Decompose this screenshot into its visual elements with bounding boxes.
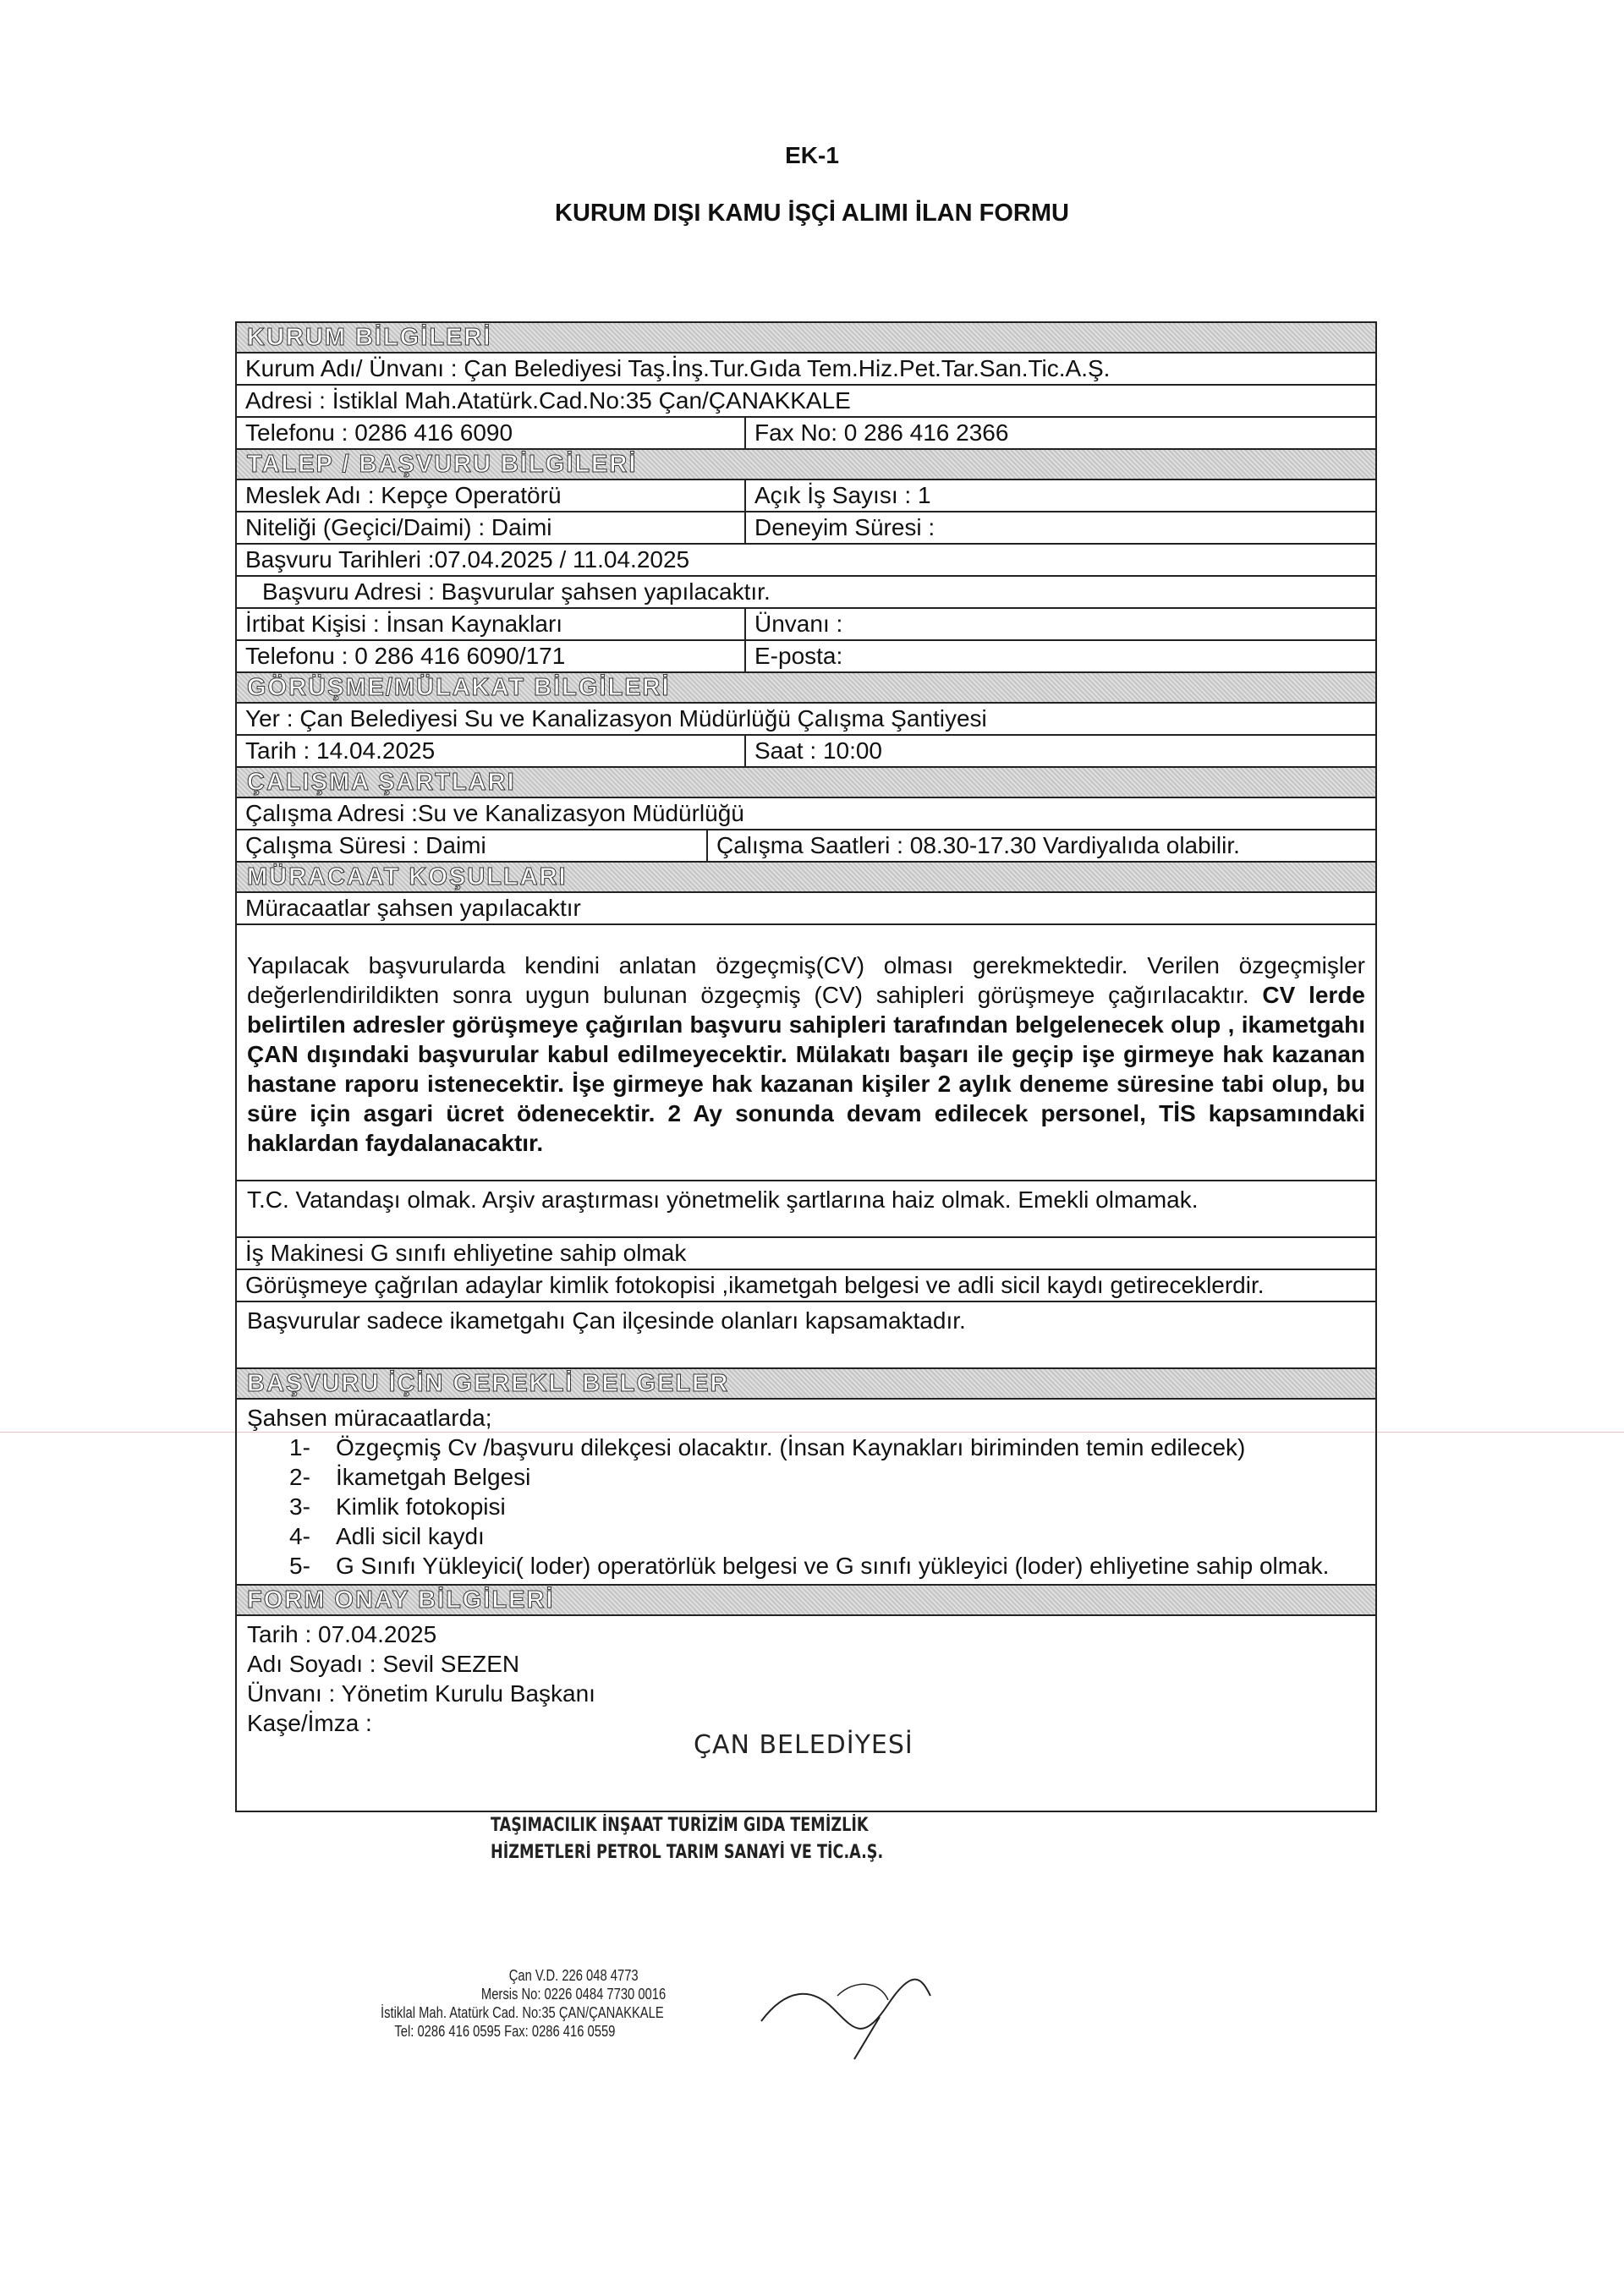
list-item: 1- Özgeçmiş Cv /başvuru dilekçesi olacaktır. (İnsan Kaynakları biriminden temin edilecek) <box>289 1434 1246 1460</box>
kurum-fax: Fax No: 0 286 416 2366 <box>744 418 1017 448</box>
irtibat-kisisi: İrtibat Kişisi : İnsan Kaynakları <box>245 611 563 637</box>
muracaat-paragraph-block <box>237 925 1375 1181</box>
stamp-line-4: Çan V.D. 226 048 4773 <box>508 1967 639 1984</box>
section-header-gorusme: GÖRÜŞME/MÜLAKAT BİLGİLERİ <box>237 673 1375 704</box>
onay-adi-soyadi: Adı Soyadı : Sevil SEZEN <box>247 1651 520 1677</box>
list-item: 5- G Sınıfı Yükleyici( loder) operatörlük belgesi ve G sınıfı yükleyici (loder) ehliyetine sahip olmak. <box>289 1553 1330 1579</box>
meslek-adi: Meslek Adı : Kepçe Operatörü <box>245 482 562 508</box>
muracaat-paragraph <box>247 951 1365 1158</box>
section-header-kurum: KURUM BİLGİLERİ <box>237 323 1375 353</box>
onay-block <box>237 1616 1375 1863</box>
stamp-line-1: ÇAN BELEDİYESİ <box>694 1730 914 1760</box>
basvuru-tarihleri: Başvuru Tarihleri :07.04.2025 / 11.04.2025 <box>245 546 690 573</box>
stamp-line-5: Mersis No: 0226 0484 7730 0016 <box>480 1986 667 2003</box>
basvuru-kapsami: Başvurular sadece ikametgahı Çan ilçesinde olanları kapsamaktadır. <box>247 1307 966 1334</box>
niteligi: Niteliği (Geçici/Daimi) : Daimi <box>245 514 552 540</box>
onay-tarih: Tarih : 07.04.2025 <box>247 1621 437 1647</box>
onay-unvani: Ünvanı : Yönetim Kurulu Başkanı <box>247 1680 595 1707</box>
irtibat-telefonu: Telefonu : 0 286 416 6090/171 <box>245 643 566 669</box>
section-header-muracaat: MÜRACAAT KOŞULLARI <box>237 863 1375 893</box>
table-row <box>237 893 1375 925</box>
table-row <box>237 704 1375 736</box>
table-row <box>237 1270 1375 1302</box>
section-header-calisma: ÇALIŞMA ŞARTLARI <box>237 768 1375 798</box>
page-title: EK-1 <box>785 142 839 168</box>
gorusme-yer: Yer : Çan Belediyesi Su ve Kanalizasyon Müdürlüğü Çalışma Şantiyesi <box>245 705 987 732</box>
muracaat-sahsen: Müracaatlar şahsen yapılacaktır <box>245 895 581 921</box>
table-row <box>237 386 1375 418</box>
list-item: 2- İkametgah Belgesi <box>289 1464 531 1490</box>
table-row <box>237 609 1375 641</box>
onay-kase-imza: Kaşe/İmza : <box>247 1710 372 1736</box>
kapsam-block <box>237 1302 1375 1369</box>
signature-icon <box>753 1970 939 2063</box>
irtibat-unvani: Ünvanı : <box>744 609 851 639</box>
kurum-telefon: Telefonu : 0286 416 6090 <box>245 419 513 446</box>
table-row <box>237 641 1375 673</box>
vatandas-block <box>237 1181 1375 1238</box>
stamp-line-2: TAŞIMACILIK İNŞAAT TURİZİM GIDA TEMİZLİK <box>491 1815 869 1836</box>
belgeler-list <box>247 1433 1365 1581</box>
muracaat-paragraph-normal: Yapılacak başvurularda kendini anlatan özgeçmiş(CV) olması gerekmektedir. Verilen özgeçmişler değerlendirildikten sonra uygun bulunan özgeçmiş (CV) sahipleri görüşmeye çağırılacaktır. <box>247 952 1365 1008</box>
form-table <box>235 321 1377 1863</box>
muracaat-paragraph-bold: CV lerde belirtilen adresler görüşmeye çağırılan başvuru sahipleri tarafından belgelenecek olup , ikametgahı ÇAN dışındaki başvurular kabul edilmeyecektir. Mülakatı başarı ile geçip işe girmeye hak kazanan hastane raporu istenecektir. İşe girmeye hak kazanan kişiler 2 aylık deneme süresine tabi olup, bu süre için asgari ücret ödenecektir. 2 Ay sonunda devam edilecek personel, TİS kapsamındaki haklardan faydalanacaktır. <box>247 982 1366 1156</box>
section-header-talep: TALEP / BAŞVURU BİLGİLERİ <box>237 450 1375 480</box>
irtibat-eposta: E-posta: <box>744 641 851 671</box>
gorusme-belgeleri: Görüşmeye çağrılan adaylar kimlik fotokopisi ,ikametgah belgesi ve adli sicil kaydı getireceklerdir. <box>245 1272 1265 1298</box>
table-row <box>237 512 1375 545</box>
form-title: KURUM DIŞI KAMU İŞÇİ ALIMI İLAN FORMU <box>555 200 1069 227</box>
vatandas-sartlari: T.C. Vatandaşı olmak. Arşiv araştırması yönetmelik şartlarına haiz olmak. Emekli olmamak. <box>247 1186 1199 1213</box>
calisma-suresi: Çalışma Süresi : Daimi <box>245 832 486 858</box>
table-row <box>237 545 1375 577</box>
table-row <box>237 830 1375 863</box>
deneyim-suresi: Deneyim Süresi : <box>744 512 943 543</box>
calisma-adresi: Çalışma Adresi :Su ve Kanalizasyon Müdürlüğü <box>245 800 744 826</box>
list-item: 4- Adli sicil kaydı <box>289 1523 485 1549</box>
stamp-line-7: Tel: 0286 416 0595 Fax: 0286 416 0559 <box>394 2023 616 2040</box>
table-row <box>237 577 1375 609</box>
belgeler-intro: Şahsen müracaatlarda; <box>247 1405 492 1431</box>
ehliyet-sarti: İş Makinesi G sınıfı ehliyetine sahip olmak <box>245 1240 687 1266</box>
stamp-address-block <box>381 1966 666 2041</box>
basvuru-adresi: Başvuru Adresi : Başvurular şahsen yapılacaktır. <box>262 578 771 605</box>
list-item: 3- Kimlik fotokopisi <box>289 1493 506 1520</box>
section-header-onay: FORM ONAY BİLGİLERİ <box>237 1586 1375 1616</box>
section-header-belgeler: BAŞVURU İÇİN GEREKLİ BELGELER <box>237 1369 1375 1400</box>
gorusme-tarih: Tarih : 14.04.2025 <box>245 737 436 764</box>
gorusme-saat: Saat : 10:00 <box>744 736 891 766</box>
kurum-adi: Kurum Adı/ Ünvanı : Çan Belediyesi Taş.İnş.Tur.Gıda Tem.Hiz.Pet.Tar.San.Tic.A.Ş. <box>245 355 1111 381</box>
table-row <box>237 798 1375 830</box>
table-row <box>237 418 1375 450</box>
belgeler-block <box>237 1400 1375 1586</box>
table-row <box>237 353 1375 386</box>
table-row <box>237 736 1375 768</box>
stamp-line-6: İstiklal Mah. Atatürk Cad. No:35 ÇAN/ÇANAKKALE <box>381 2004 664 2021</box>
table-row <box>237 1238 1375 1270</box>
stamp-line-3: HİZMETLERİ PETROL TARIM SANAYİ VE TİC.A.Ş. <box>491 1842 884 1863</box>
calisma-saatleri: Çalışma Saatleri : 08.30-17.30 Vardiyalıda olabilir. <box>706 830 1248 861</box>
kurum-adres: Adresi : İstiklal Mah.Atatürk.Cad.No:35 Çan/ÇANAKKALE <box>245 387 851 414</box>
acik-is-sayisi: Açık İş Sayısı : 1 <box>744 480 940 511</box>
table-row <box>237 480 1375 512</box>
